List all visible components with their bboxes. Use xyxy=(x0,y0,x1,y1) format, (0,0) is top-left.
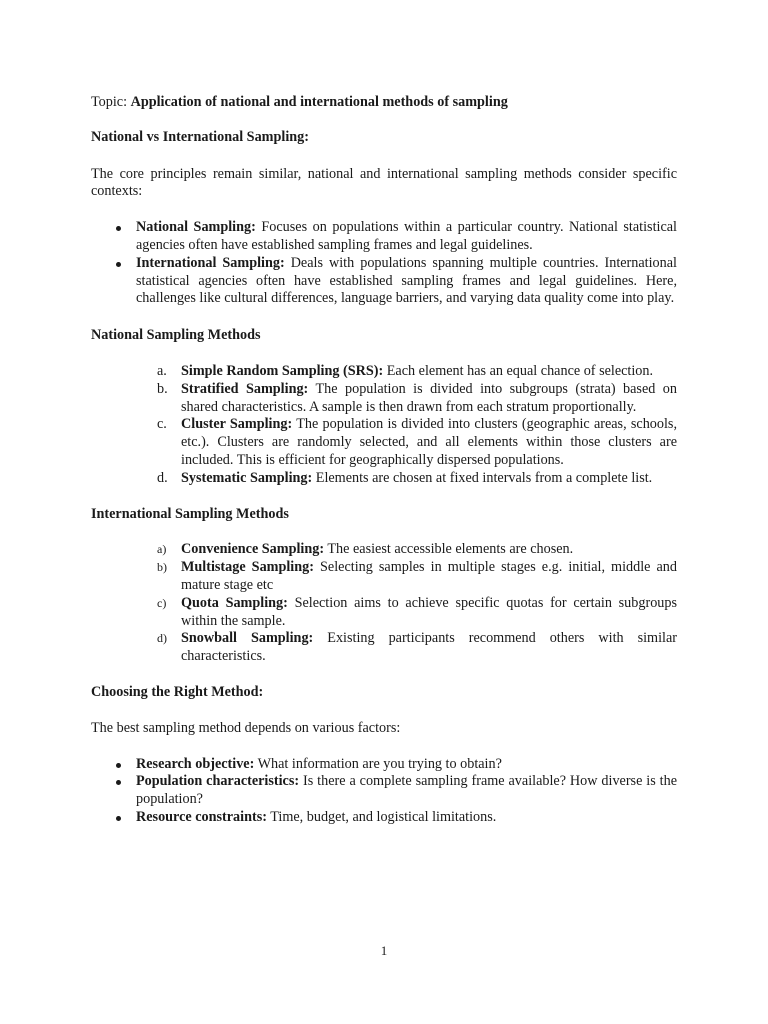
list-item-text: The population is divided into clusters (geographic areas, schools, etc.). Clusters are randomly selected, and all elements within those clusters are included. This is efficient for geographically dispersed populations. xyxy=(181,416,677,468)
list-item-term: Population characteristics: xyxy=(136,773,300,790)
list-item-term: Quota Sampling: xyxy=(181,594,288,611)
document-page xyxy=(91,94,677,827)
topic-title: Application of national and international methods of sampling xyxy=(130,94,508,110)
list-item-text: Selection aims to achieve specific quotas for certain subgroups within the sample. xyxy=(181,594,677,629)
factors-intro: The best sampling method depends on various factors: xyxy=(91,719,401,736)
list-item-text: What information are you trying to obtain? xyxy=(254,755,502,772)
factors-list xyxy=(91,756,677,827)
intro-paragraph: The core principles remain similar, national and international sampling methods consider specific contexts: xyxy=(91,165,677,200)
list-marker: b) xyxy=(157,560,167,575)
list-item-term: Research objective: xyxy=(136,755,255,772)
international-methods-list xyxy=(91,541,677,666)
topic-line xyxy=(91,94,677,112)
list-item-text: The easiest accessible elements are chosen. xyxy=(324,541,574,558)
list-item-term: Systematic Sampling: xyxy=(181,469,313,486)
list-marker: c. xyxy=(157,416,167,433)
list-marker: d) xyxy=(157,631,167,646)
list-item xyxy=(91,756,677,774)
list-item xyxy=(91,381,677,417)
list-item-term: Convenience Sampling: xyxy=(181,541,325,558)
list-item xyxy=(91,595,677,631)
list-marker: a) xyxy=(157,542,167,557)
list-marker: b. xyxy=(157,380,168,397)
list-item xyxy=(91,470,677,488)
list-item xyxy=(91,559,677,595)
list-item-term: Snowball Sampling: xyxy=(181,630,314,647)
list-item-text: Deals with populations spanning multiple countries. International statistical agencies often have established sampling frames and legal guidelines. Here, challenges like cultural differences, language barriers, and varying data quality come into play. xyxy=(136,254,677,307)
topic-prefix: Topic: xyxy=(91,94,131,110)
section-heading-national-vs-international: National vs International Sampling: xyxy=(91,128,309,145)
list-item xyxy=(91,416,677,469)
list-item xyxy=(91,363,677,381)
list-item xyxy=(91,541,677,559)
list-item-term: Simple Random Sampling (SRS): xyxy=(181,362,384,379)
list-marker: d. xyxy=(157,469,168,486)
list-item-text: Time, budget, and logistical limitations. xyxy=(266,808,497,825)
list-item xyxy=(91,809,677,827)
list-item-text: Focuses on populations within a particular country. National statistical agencies often have established sampling frames and legal guidelines. xyxy=(136,219,677,253)
section-heading-international-methods: International Sampling Methods xyxy=(91,505,289,522)
section-heading-national-methods: National Sampling Methods xyxy=(91,327,261,344)
list-item-text: Each element has an equal chance of selection. xyxy=(383,362,654,379)
page-number: 1 xyxy=(380,943,388,958)
section-heading-choosing-method: Choosing the Right Method: xyxy=(91,683,264,700)
list-item-text: Selecting samples in multiple stages e.g. initial, middle and mature stage etc xyxy=(181,559,677,593)
list-item-term: National Sampling: xyxy=(136,219,256,236)
list-marker: a. xyxy=(157,362,167,379)
list-item-term: Stratified Sampling: xyxy=(181,380,309,397)
list-item-text: Is there a complete sampling frame available? How diverse is the population? xyxy=(136,773,678,808)
list-item-term: International Sampling: xyxy=(136,254,285,271)
list-item-text: The population is divided into subgroups (strata) based on shared characteristics. A sample is then drawn from each stratum proportionally. xyxy=(181,380,677,415)
list-item xyxy=(91,773,677,809)
list-item-term: Multistage Sampling: xyxy=(181,559,314,576)
list-item-text: Elements are chosen at fixed intervals from a complete list. xyxy=(312,469,653,486)
list-item xyxy=(91,630,677,666)
national-methods-list xyxy=(91,363,677,488)
sampling-types-list xyxy=(91,219,677,308)
list-marker: c) xyxy=(157,595,167,610)
list-item xyxy=(91,255,677,308)
list-item xyxy=(91,219,677,255)
list-item-text: Existing participants recommend others with similar characteristics. xyxy=(181,630,678,665)
list-item-term: Resource constraints: xyxy=(136,808,267,825)
list-item-term: Cluster Sampling: xyxy=(181,416,293,433)
